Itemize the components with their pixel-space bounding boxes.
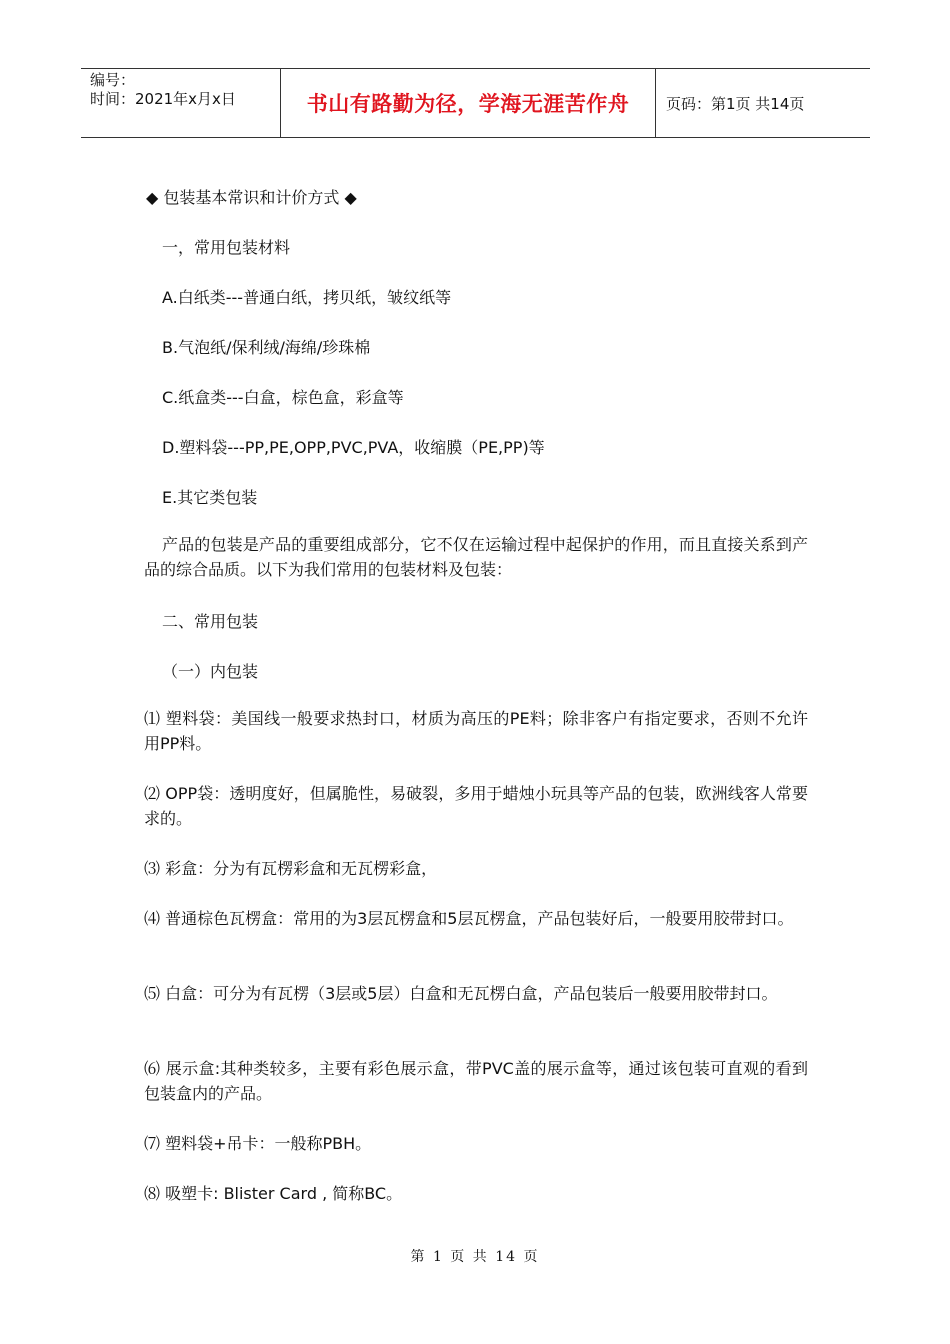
packaging-item-6: ⑹ 展示盒:其种类较多，主要有彩色展示盒，带PVC盖的展示盒等，通过该包装可直观的看到包装盒内的产品。 [144,1059,808,1103]
header-meta [81,69,281,137]
packaging-item-5: ⑸ 白盒：可分为有瓦楞（3层或5层）白盒和无瓦楞白盒，产品包装后一般要用胶带封口。 [144,984,778,1003]
section-heading-packaging: 二、常用包装 [162,612,259,631]
packaging-item-2: ⑵ OPP袋：透明度好，但属脆性，易破裂，多用于蜡烛小玩具等产品的包装，欧洲线客人常要求的。 [144,784,808,828]
number-label: 编号： [90,71,136,89]
document-title: ◆ 包装基本常识和计价方式 ◆ [146,188,357,207]
page-info: 页码：第1页 共14页 [666,94,805,113]
packaging-item-4: ⑷ 普通棕色瓦楞盒：常用的为3层瓦楞盒和5层瓦楞盒，产品包装好后，一般要用胶带封口。 [144,909,794,928]
subsection-inner-packaging: （一）内包装 [162,662,259,681]
material-item-a: A.白纸类---普通白纸，拷贝纸，皱纹纸等 [162,288,452,307]
material-item-b: B.气泡纸/保利绒/海绵/珍珠棉 [162,338,371,357]
material-item-c: C.纸盒类---白盒，棕色盒，彩盒等 [162,388,404,407]
material-item-d: D.塑料袋---PP,PE,OPP,PVC,PVA，收缩膜（PE,PP)等 [162,438,545,457]
page-footer: 第 1 页 共 14 页 [410,1249,540,1265]
material-item-e: E.其它类包装 [162,488,258,507]
time-label: 时间：2021年x月x日 [90,90,236,108]
packaging-item-1: ⑴ 塑料袋：美国线一般要求热封口，材质为高压的PE料；除非客户有指定要求，否则不允许用PP料。 [144,709,808,753]
motto: 书山有路勤为径，学海无涯苦作舟 [281,69,656,137]
packaging-item-8: ⑻ 吸塑卡: Blister Card , 简称BC。 [144,1184,403,1203]
packaging-item-7: ⑺ 塑料袋+吊卡：一般称PBH。 [144,1134,372,1153]
section-heading-materials: 一，常用包装材料 [162,238,291,257]
intro-paragraph: 产品的包装是产品的重要组成部分，它不仅在运输过程中起保护的作用，而且直接关系到产品的综合品质。以下为我们常用的包装材料及包装： [144,535,808,579]
packaging-item-3: ⑶ 彩盒：分为有瓦楞彩盒和无瓦楞彩盒， [144,859,438,878]
header-table [81,68,870,138]
